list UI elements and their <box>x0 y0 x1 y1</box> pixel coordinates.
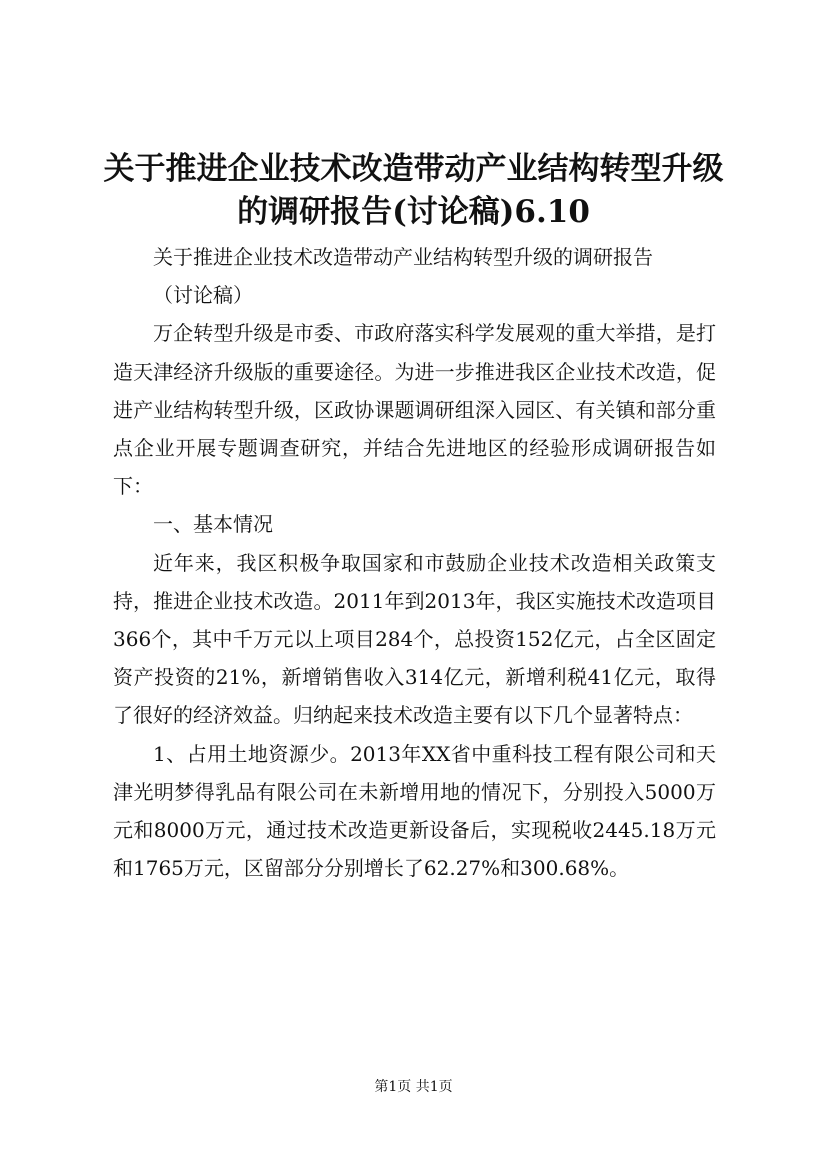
subtitle-paragraph: 关于推进企业技术改造带动产业结构转型升级的调研报告 <box>153 245 653 269</box>
body-paragraph: 1、占用土地资源少。2013年XX省中重科技工程有限公司和天津光明梦得乳品有限公司在未新增用地的情况下，分别投入5000万元和8000万元，通过技术改造更新设备后，实现税收2445.18万元和1765万元，区留部分分别增长了62.27%和300.68%。 <box>113 741 716 881</box>
document-body <box>113 238 716 887</box>
document-title <box>100 148 727 234</box>
section-heading: 一、基本情况 <box>153 512 273 537</box>
title-line-2: 的调研报告(讨论稿)6.10 <box>237 194 590 230</box>
intro-paragraph: 万企转型升级是市委、市政府落实科学发展观的重大举措，是打造天津经济升级版的重要途径。为进一步推进我区企业技术改造，促进产业结构转型升级，区政协课题调研组深入园区、有关镇和部分重点企业开展专题调查研究，并结合先进地区的经验形成调研报告如下： <box>113 321 716 499</box>
draft-note-paragraph: （讨论稿） <box>153 283 253 308</box>
page-footer: 第1页 共1页 <box>374 1079 453 1095</box>
title-line-1: 关于推进企业技术改造带动产业结构转型升级 <box>103 151 724 187</box>
body-paragraph: 近年来，我区积极争取国家和市鼓励企业技术改造相关政策支持，推进企业技术改造。2011年到2013年，我区实施技术改造项目366个，其中千万元以上项目284个，总投资152亿元，占全区固定资产投资的21%，新增销售收入314亿元，新增利税41亿元，取得了很好的经济效益。归纳起来技术改造主要有以下几个显著特点： <box>113 550 716 728</box>
